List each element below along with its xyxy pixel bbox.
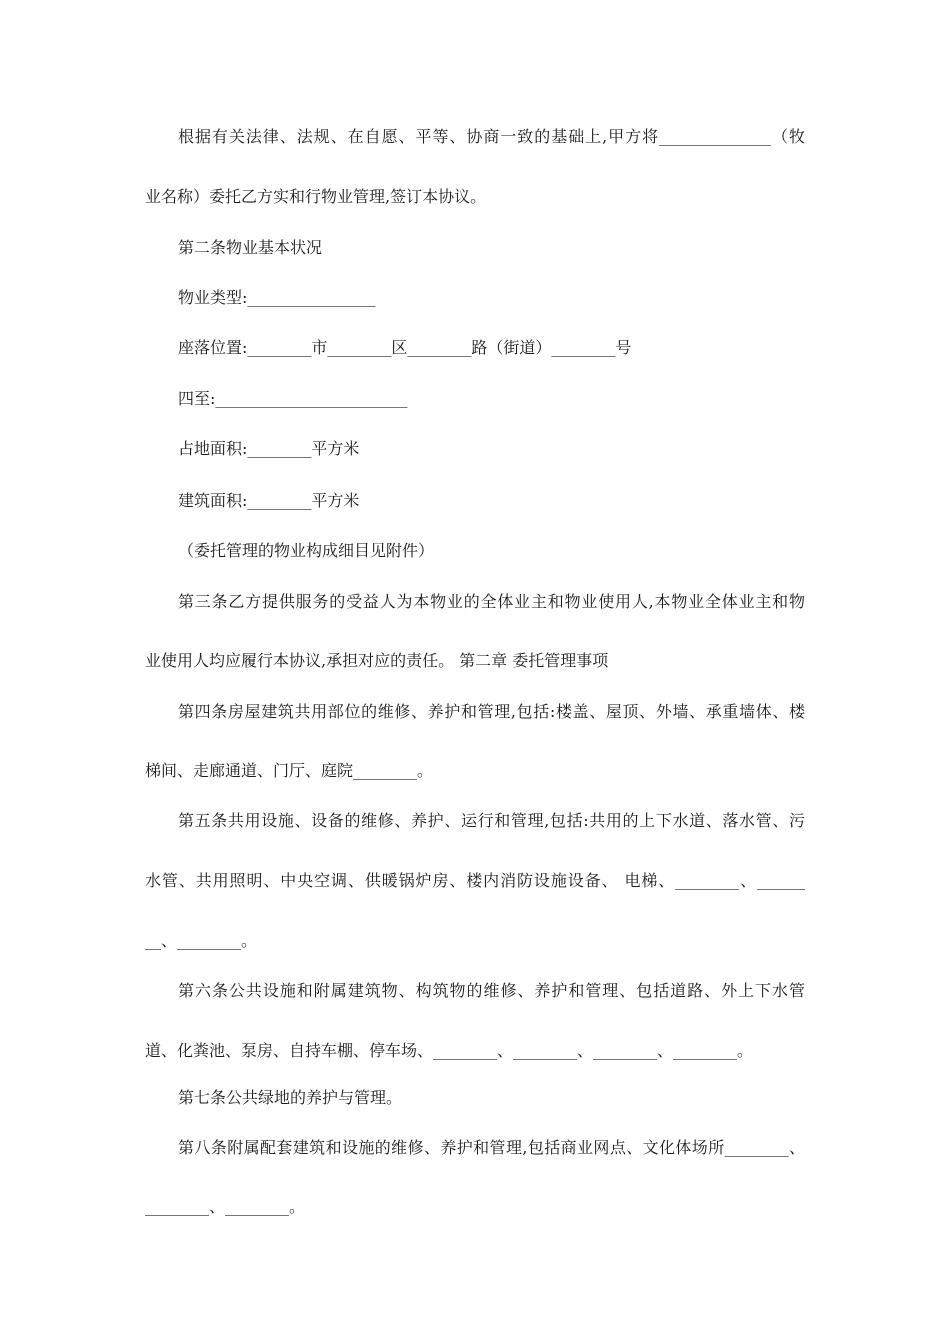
paragraph-line: 梯间、走廊通道、门厅、庭院________。 [145,761,434,780]
field-location: 座落位置:________市________区________路（街道）________号 [178,338,632,357]
paragraph-line: 第四条房屋建筑共用部位的维修、养护和管理,包括:楼盖、屋顶、外墙、承重墙体、楼 [178,702,805,721]
paragraph-line: ________、________。 [145,1197,306,1216]
paragraph-line: __、________。 [145,931,258,950]
paragraph-line: 根据有关法律、法规、在自愿、平等、协商一致的基础上,甲方将______________（牧 [178,127,805,146]
article-heading: 第二条物业基本状况 [178,238,323,257]
paragraph-line: 业名称）委托乙方实和行物业管理,签订本协议。 [145,187,487,206]
paragraph-line: 道、化粪池、泵房、自持车棚、停车场、________、________、________、________。 [145,1041,754,1060]
note-appendix: （委托管理的物业构成细目见附件） [178,541,435,560]
paragraph-line: 第八条附属配套建筑和设施的维修、养护和管理,包括商业网点、文化体场所________、 [178,1138,805,1157]
paragraph-line: 第三条乙方提供服务的受益人为本物业的全体业主和物业使用人,本物业全体业主和物 [178,592,805,611]
field-boundaries: 四至:________________________ [178,389,408,408]
field-building-area: 建筑面积:________平方米 [178,491,360,510]
paragraph-line: 业使用人均应履行本协议,承担对应的责任。 第二章 委托管理事项 [145,651,609,670]
paragraph-line: 第六条公共设施和附属建筑物、构筑物的维修、养护和管理、包括道路、外上下水管 [178,981,805,1000]
field-property-type: 物业类型:________________ [178,288,376,307]
field-land-area: 占地面积:________平方米 [178,439,360,458]
paragraph-line: 水管、共用照明、中央空调、供暖锅炉房、楼内消防设施设备、 电梯、________、______ [145,871,805,890]
paragraph-line: 第五条共用设施、设备的维修、养护、运行和管理,包括:共用的上下水道、落水管、污 [178,811,805,830]
article-heading: 第七条公共绿地的养护与管理。 [178,1088,403,1107]
